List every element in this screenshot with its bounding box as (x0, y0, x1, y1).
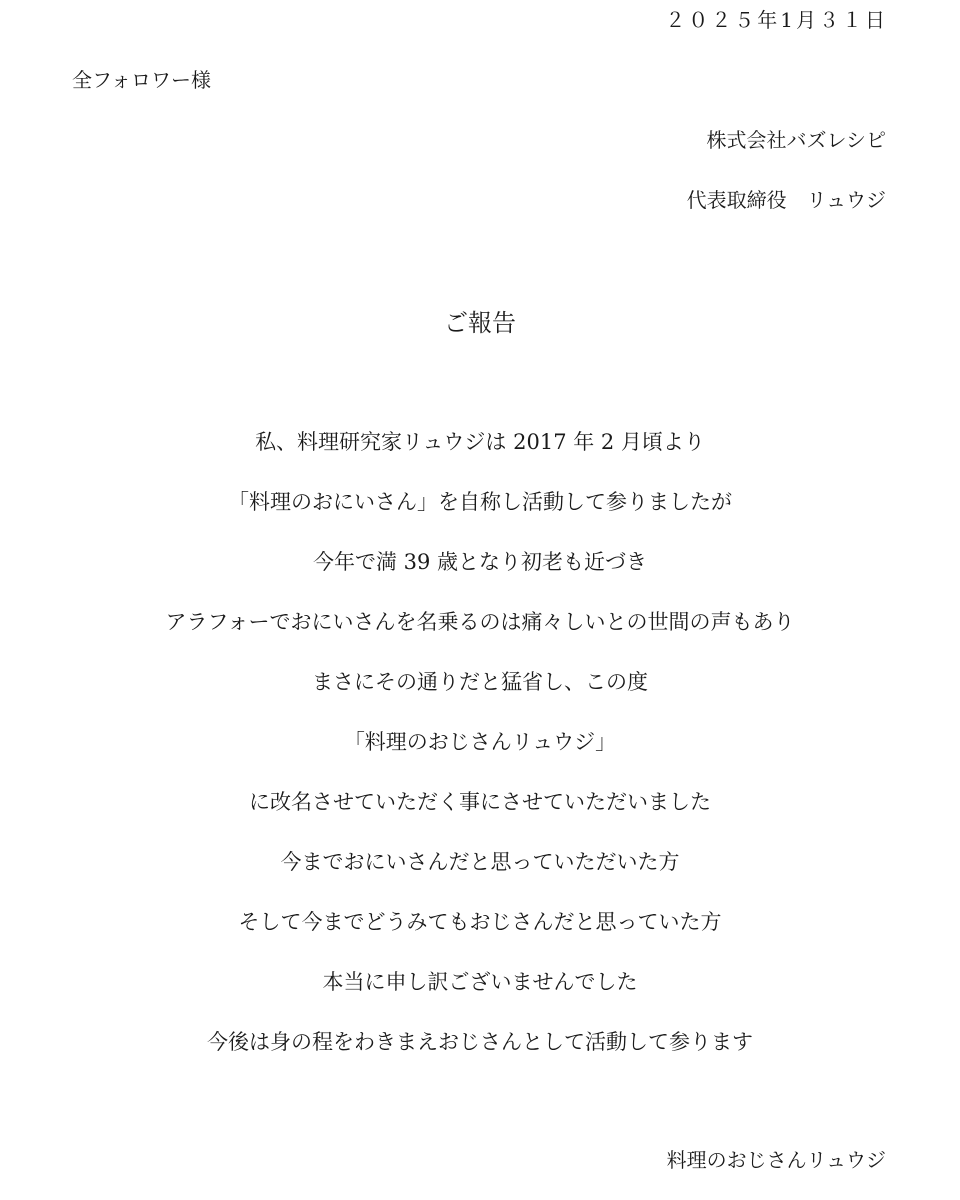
body-line: アラフォーでおにいさんを名乗るのは痛々しいとの世間の声もあり (165, 610, 795, 634)
letter-signature: 料理のおじさんリュウジ (666, 1148, 886, 1172)
body-line: 今後は身の程をわきまえおじさんとして活動して参ります (207, 1030, 753, 1054)
body-line: 「料理のおにいさん」を自称し活動して参りましたが (228, 490, 732, 514)
body-line: 私、料理研究家リュウジは 2017 年 2 月頃より (255, 430, 705, 454)
letter-heading: ご報告 (444, 309, 516, 337)
body-line: 今までおにいさんだと思っていただいた方 (280, 850, 680, 874)
body-line: そして今までどうみてもおじさんだと思っていた方 (238, 910, 722, 934)
sender-representative: 代表取締役 リュウジ (686, 188, 886, 212)
sender-company: 株式会社バズレシピ (706, 128, 886, 152)
body-line: 今年で満 39 歳となり初老も近づき (312, 550, 648, 574)
body-line: に改名させていただく事にさせていただいました (249, 790, 711, 814)
letter-date: ２０２５年1月３１日 (665, 8, 888, 32)
body-line: 本当に申し訳ございませんでした (322, 970, 638, 994)
letter-body (0, 428, 960, 1088)
letter-addressee: 全フォロワー様 (72, 68, 211, 92)
body-line: 「料理のおじさんリュウジ」 (343, 730, 617, 754)
body-line: まさにその通りだと猛省し、この度 (312, 670, 648, 694)
